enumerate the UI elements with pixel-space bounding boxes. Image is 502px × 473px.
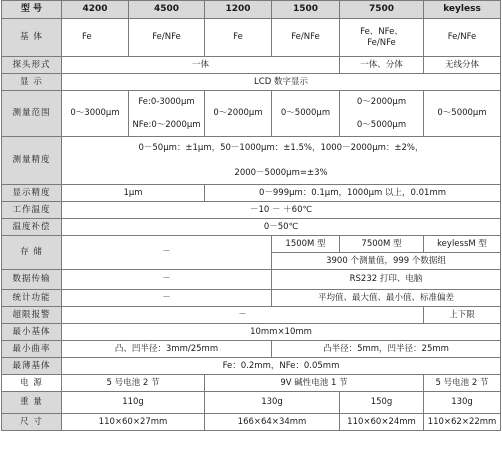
compensation-label: 温度补偿 bbox=[2, 219, 62, 236]
weight-1200-1500: 130g bbox=[205, 392, 340, 414]
alarm-right: 上下限 bbox=[424, 307, 501, 324]
alarm-left: － bbox=[62, 307, 424, 324]
substrate-4500: Fe/NFe bbox=[129, 19, 205, 57]
spec-table bbox=[1, 0, 501, 431]
size-keyless: 110×62×22mm bbox=[424, 414, 501, 431]
substrate-1200: Fe bbox=[205, 19, 272, 57]
transfer-row bbox=[2, 270, 501, 290]
resolution-left: 1μm bbox=[62, 185, 205, 202]
min-area-value: 10mm×10mm bbox=[62, 324, 501, 341]
range-4500-fe: Fe:0-3000μm bbox=[138, 96, 195, 107]
thinnest-label: 最薄基体 bbox=[2, 358, 62, 375]
range-7500 bbox=[340, 91, 424, 137]
power-row bbox=[2, 375, 501, 392]
alarm-row bbox=[2, 307, 501, 324]
range-4500 bbox=[129, 91, 205, 137]
range-1500: 0～5000μm bbox=[272, 91, 340, 137]
model-keyless: keyless bbox=[424, 1, 501, 19]
resolution-right: 0－999μm：0.1μm，1000μm 以上，0.01mm bbox=[205, 185, 501, 202]
resolution-row bbox=[2, 185, 501, 202]
compensation-row bbox=[2, 219, 501, 236]
accuracy-line-2: 2000－5000μm=±3% bbox=[234, 167, 328, 178]
power-right: 5 号电池 2 节 bbox=[424, 375, 501, 392]
range-4500-nfe: NFe:0～2000μm bbox=[132, 119, 201, 130]
curvature-right: 凸半径：5mm，凹半径：25mm bbox=[272, 341, 501, 358]
range-4200: 0～3000μm bbox=[62, 91, 129, 137]
range-row bbox=[2, 91, 501, 137]
size-row bbox=[2, 414, 501, 431]
min-area-row bbox=[2, 324, 501, 341]
storage-keylessm: keylessM 型 bbox=[424, 236, 501, 253]
statistics-label: 统计功能 bbox=[2, 290, 62, 307]
range-7500-top: 0～2000μm bbox=[356, 96, 407, 107]
weight-4200-4500: 110g bbox=[62, 392, 205, 414]
size-1200-1500: 166×64×34mm bbox=[205, 414, 340, 431]
storage-left: － bbox=[62, 236, 272, 270]
thinnest-row bbox=[2, 358, 501, 375]
temperature-label: 工作温度 bbox=[2, 202, 62, 219]
transfer-left: － bbox=[62, 270, 272, 290]
model-label: 型 号 bbox=[2, 1, 62, 19]
compensation-value: 0－50℃ bbox=[62, 219, 501, 236]
statistics-row bbox=[2, 290, 501, 307]
probe-wireless: 无线分体 bbox=[424, 57, 501, 74]
display-row bbox=[2, 74, 501, 91]
resolution-label: 显示精度 bbox=[2, 185, 62, 202]
range-label: 测量范围 bbox=[2, 91, 62, 137]
substrate-4200: Fe bbox=[62, 19, 129, 57]
model-1500: 1500 bbox=[272, 1, 340, 19]
probe-integrated-split: 一体、分体 bbox=[340, 57, 424, 74]
model-7500: 7500 bbox=[340, 1, 424, 19]
display-value: LCD 数字显示 bbox=[62, 74, 501, 91]
min-area-label: 最小基体 bbox=[2, 324, 62, 341]
header-row bbox=[2, 1, 501, 19]
model-1200: 1200 bbox=[205, 1, 272, 19]
transfer-label: 数据传输 bbox=[2, 270, 62, 290]
display-label: 显 示 bbox=[2, 74, 62, 91]
storage-row-top bbox=[2, 236, 501, 253]
probe-label: 探头形式 bbox=[2, 57, 62, 74]
accuracy-row bbox=[2, 137, 501, 185]
power-label: 电 源 bbox=[2, 375, 62, 392]
temperature-value: －10 － ＋60℃ bbox=[62, 202, 501, 219]
accuracy-line-1: 0－50μm：±1μm，50－1000μm：±1.5%，1000－2000μm：±2%， bbox=[138, 142, 424, 153]
transfer-right: RS232 打印、电脑 bbox=[272, 270, 501, 290]
temperature-row bbox=[2, 202, 501, 219]
size-label: 尺 寸 bbox=[2, 414, 62, 431]
power-left: 5 号电池 2 节 bbox=[62, 375, 205, 392]
substrate-keyless: Fe/NFe bbox=[424, 19, 501, 57]
probe-row bbox=[2, 57, 501, 74]
curvature-left: 凸、凹半径：3mm/25mm bbox=[62, 341, 272, 358]
storage-7500m: 7500M 型 bbox=[340, 236, 424, 253]
alarm-label: 超限报警 bbox=[2, 307, 62, 324]
range-1200: 0～2000μm bbox=[205, 91, 272, 137]
curvature-label: 最小曲率 bbox=[2, 341, 62, 358]
power-middle: 9V 碱性电池 1 节 bbox=[205, 375, 424, 392]
weight-7500: 150g bbox=[340, 392, 424, 414]
storage-label: 存 储 bbox=[2, 236, 62, 270]
model-4200: 4200 bbox=[62, 1, 129, 19]
range-keyless: 0～5000μm bbox=[424, 91, 501, 137]
substrate-row bbox=[2, 19, 501, 57]
statistics-right: 平均值、最大值、最小值、标准偏差 bbox=[272, 290, 501, 307]
thinnest-value: Fe：0.2mm，NFe：0.05mm bbox=[62, 358, 501, 375]
model-4500: 4500 bbox=[129, 1, 205, 19]
storage-detail: 3900 个测量值，999 个数据组 bbox=[272, 253, 501, 270]
storage-1500m: 1500M 型 bbox=[272, 236, 340, 253]
size-4200-4500: 110×60×27mm bbox=[62, 414, 205, 431]
accuracy-label: 测量精度 bbox=[2, 137, 62, 185]
size-7500: 110×60×24mm bbox=[340, 414, 424, 431]
accuracy-value bbox=[62, 137, 501, 185]
range-7500-bottom: 0～5000μm bbox=[356, 119, 407, 130]
substrate-label: 基 体 bbox=[2, 19, 62, 57]
curvature-row bbox=[2, 341, 501, 358]
substrate-7500: Fe、NFe、Fe/NFe bbox=[340, 19, 424, 57]
weight-label: 重 量 bbox=[2, 392, 62, 414]
weight-row bbox=[2, 392, 501, 414]
probe-integrated: 一体 bbox=[62, 57, 340, 74]
weight-keyless: 130g bbox=[424, 392, 501, 414]
statistics-left: － bbox=[62, 290, 272, 307]
substrate-1500: Fe/NFe bbox=[272, 19, 340, 57]
